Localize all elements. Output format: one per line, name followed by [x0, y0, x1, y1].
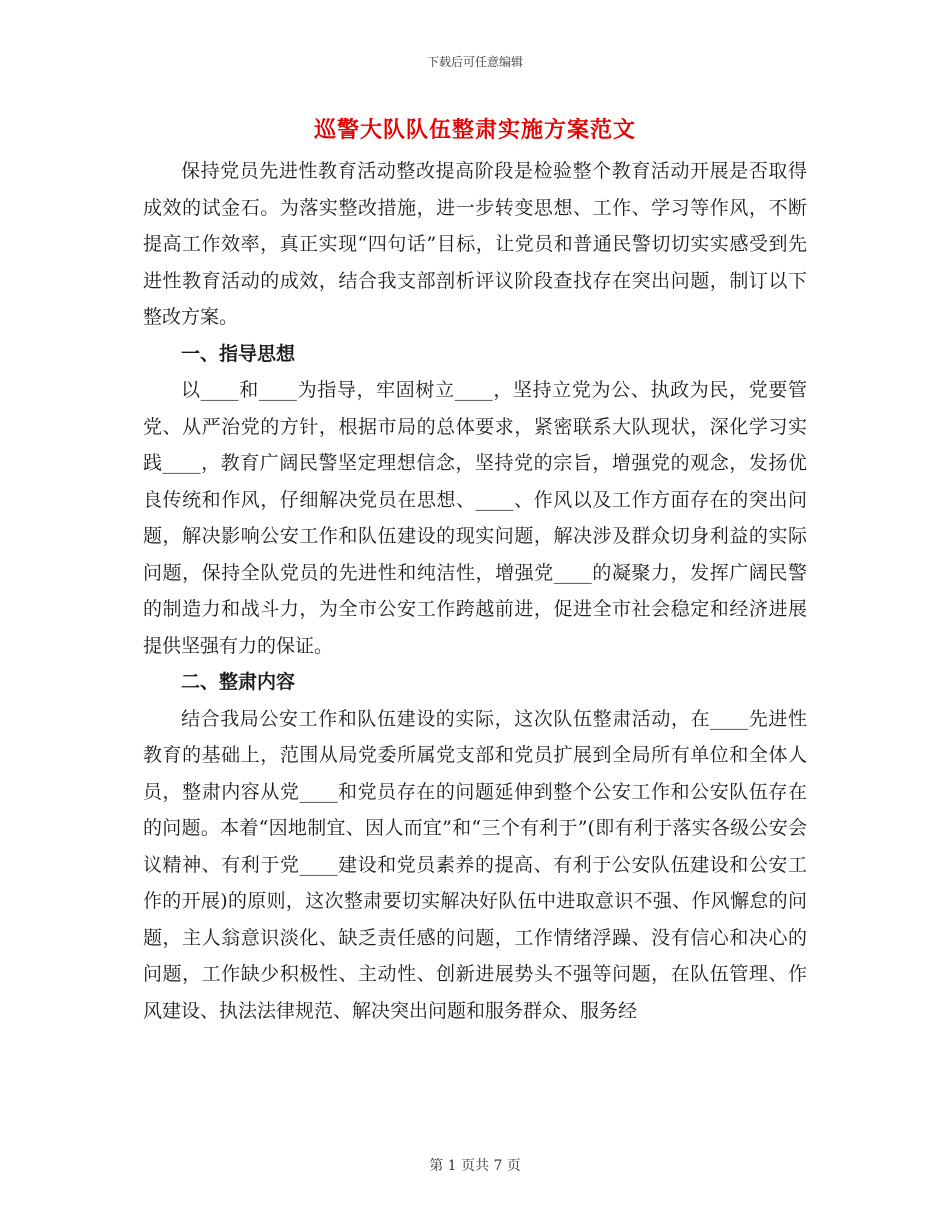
- guiding-ideology-paragraph: 以____和____为指导，牢固树立____，坚持立党为公、执政为民，党要管党、从严治党的方针，根据市局的总体要求，紧密联系大队现状，深化学习实践____，教育广阔民警坚定理想信念，坚持党的宗旨，增强党的观念，发扬优良传统和作风，仔细解决党员在思想、____、作风以及工作方面存在的突出问题，解决影响公安工作和队伍建设的现实问题，解决涉及群众切身利益的实际问题，保持全队党员的先进性和纯洁性，增强党____的凝聚力，发挥广阔民警的制造力和战斗力，为全市公安工作跨越前进，促进全市社会稳定和经济进展提供坚强有力的保证。: [143, 379, 807, 657]
- intro-paragraph: 保持党员先进性教育活动整改提高阶段是检验整个教育活动开展是否取得成效的试金石。为落实整改措施，进一步转变思想、工作、学习等作风，不断提高工作效率，真正实现“四句话”目标，让党员和普通民警切切实实感受到先进性教育活动的成效，结合我支部剖析评议阶段查找存在突出问题，制订以下整改方案。: [143, 160, 807, 328]
- document-body: [143, 153, 807, 1029]
- page-header: 下载后可任意编辑: [426, 55, 523, 69]
- page-footer: 第 1 页共 7 页: [429, 1158, 521, 1174]
- rectification-content-paragraph: 结合我局公安工作和队伍建设的实际，这次队伍整肃活动，在____先进性教育的基础上，范围从局党委所属党支部和党员扩展到全局所有单位和全体人员，整肃内容从党____和党员存在的问题延伸到整个公安工作和公安队伍存在的问题。本着“因地制宜、因人而宜”和“三个有利于”(即有利于落实各级公安会议精神、有利于党____建设和党员素养的提高、有利于公安队伍建设和公安工作的开展)的原则，这次整肃要切实解决好队伍中进取意识不强、作风懈怠的问题，主人翁意识淡化、缺乏责任感的问题，工作情绪浮躁、没有信心和决心的问题，工作缺少积极性、主动性、创新进展势头不强等问题，在队伍管理、作风建设、执法法律规范、解决突出问题和服务群众、服务经: [143, 707, 807, 1022]
- section-heading-guiding-ideology: 一、指导思想: [181, 342, 296, 365]
- document-title: 巡警大队队伍整肃实施方案范文: [313, 117, 636, 143]
- section-heading-rectification-content: 二、整肃内容: [181, 671, 296, 693]
